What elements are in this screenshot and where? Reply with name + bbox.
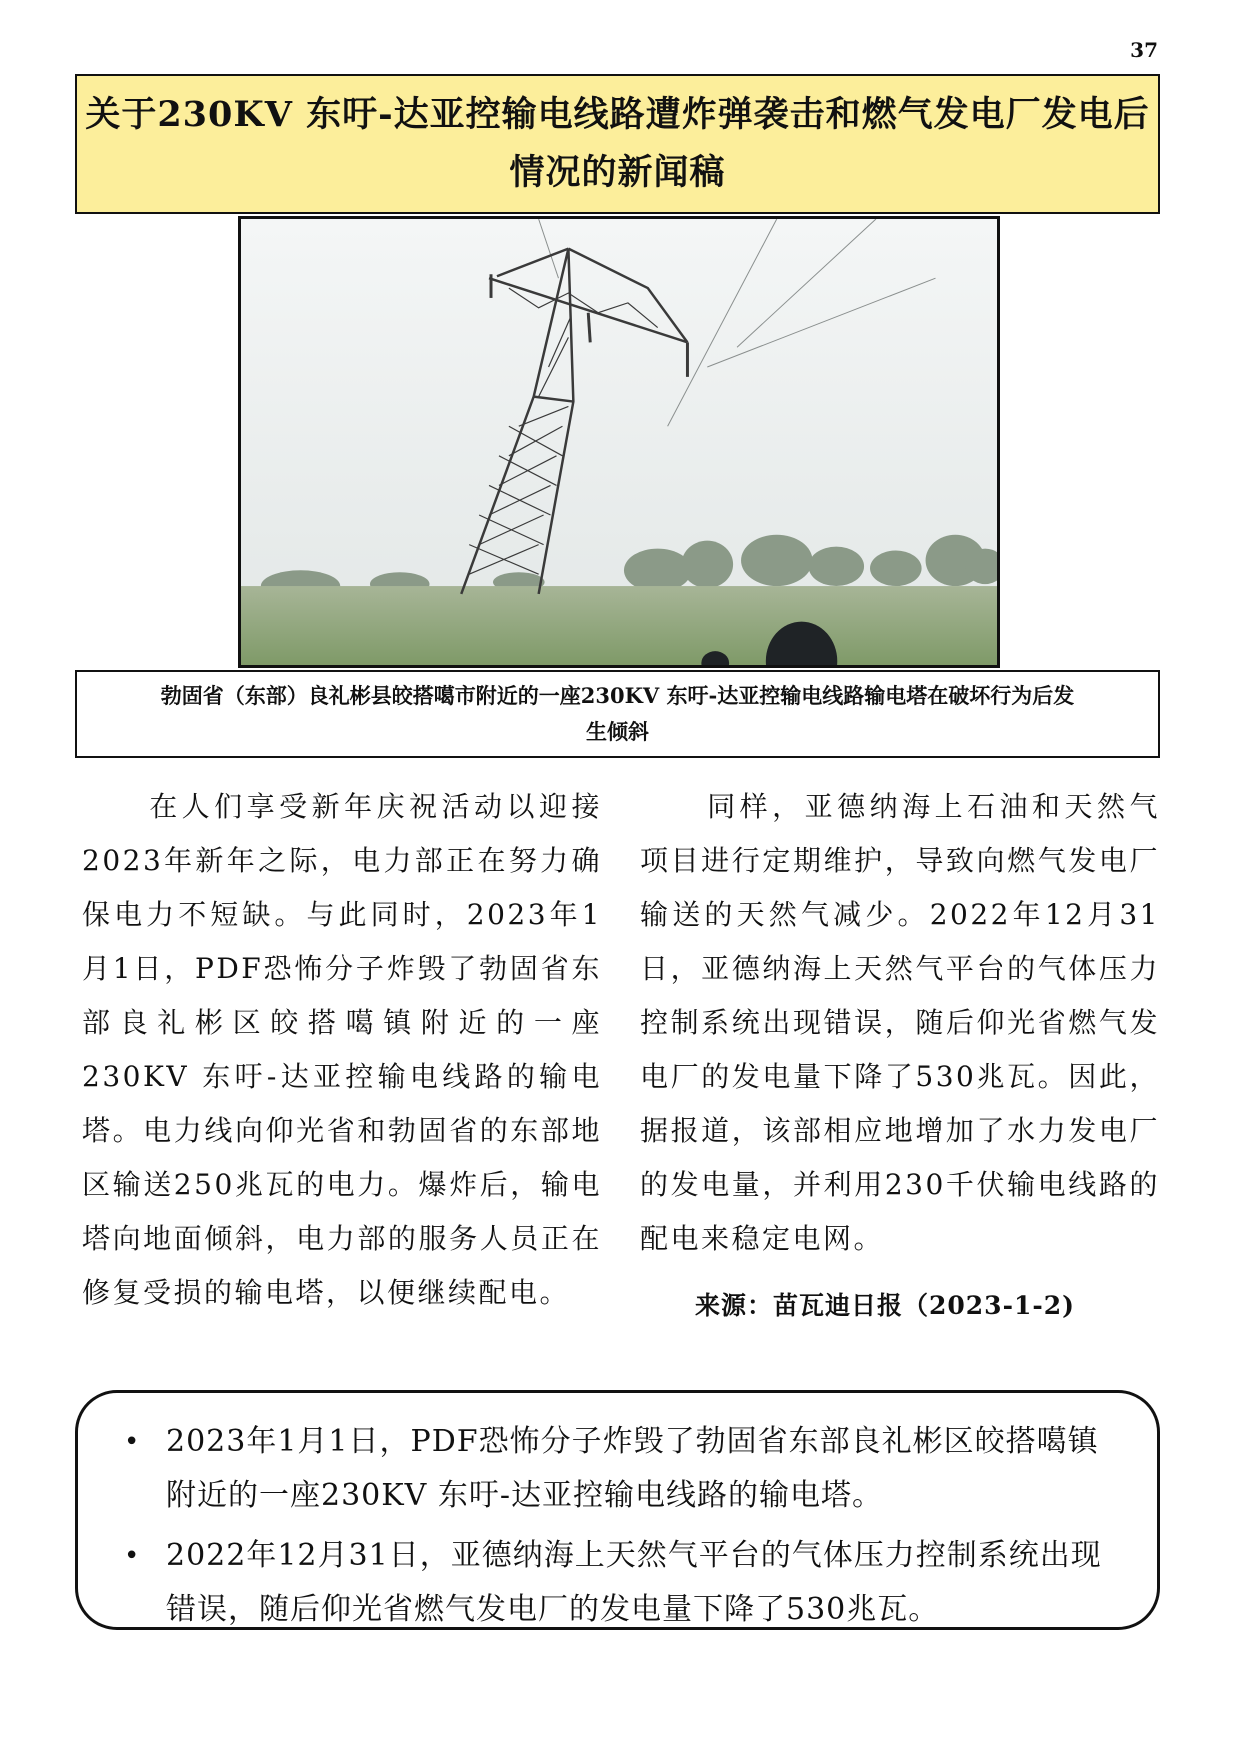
- article-column-right: [640, 780, 1160, 1266]
- article-source: 来源：苗瓦迪日报（2023-1-2): [695, 1291, 1075, 1320]
- summary-box: [75, 1390, 1160, 1630]
- bullet-icon: •: [124, 1541, 141, 1571]
- summary-item: [118, 1415, 1125, 1523]
- summary-item: [118, 1529, 1125, 1637]
- title-line-2: 情况的新闻稿: [509, 152, 726, 193]
- summary-list: [118, 1415, 1125, 1637]
- photo-caption: [75, 670, 1160, 758]
- page-number: 37: [1130, 38, 1158, 62]
- article-column-left: [82, 780, 602, 1320]
- page-title: [75, 74, 1160, 214]
- summary-item-text: 2022年12月31日，亚德纳海上天然气平台的气体压力控制系统出现错误，随后仰光省燃气发电厂的发电量下降了530兆瓦。: [166, 1538, 1102, 1627]
- bullet-icon: •: [124, 1427, 141, 1457]
- caption-line-1: 勃固省（东部）良礼彬县皎搭噶市附近的一座230KV 东吁-达亚控输电线路输电塔在破坏行为后发: [160, 683, 1075, 708]
- article-paragraph: 同样，亚德纳海上石油和天然气项目进行定期维护，导致向燃气发电厂输送的天然气减少。2022年12月31日，亚德纳海上天然气平台的气体压力控制系统出现错误，随后仰光省燃气发电厂的发电量下降了530兆瓦。因此，据报道，该部相应地增加了水力发电厂的发电量，并利用230千伏输电线路的配电来稳定电网。: [640, 790, 1160, 1255]
- summary-item-text: 2023年1月1日，PDF恐怖分子炸毁了勃固省东部良礼彬区皎搭噶镇附近的一座230KV 东吁-达亚控输电线路的输电塔。: [166, 1424, 1099, 1513]
- news-photo: [238, 216, 1000, 668]
- caption-line-2: 生倾斜: [586, 719, 649, 744]
- title-line-1: 关于230KV 东吁-达亚控输电线路遭炸弹袭击和燃气发电厂发电后: [85, 94, 1150, 135]
- article-paragraph: 在人们享受新年庆祝活动以迎接2023年新年之际，电力部正在努力确保电力不短缺。与此同时，2023年1月1日，PDF恐怖分子炸毁了勃固省东部良礼彬区皎搭噶镇附近的一座230KV 东吁-达亚控输电线路的输电塔。电力线向仰光省和勃固省的东部地区输送250兆瓦的电力。爆炸后，输电塔向地面倾斜，电力部的服务人员正在修复受损的输电塔，以便继续配电。: [82, 790, 602, 1309]
- transmission-tower-image: [241, 219, 997, 665]
